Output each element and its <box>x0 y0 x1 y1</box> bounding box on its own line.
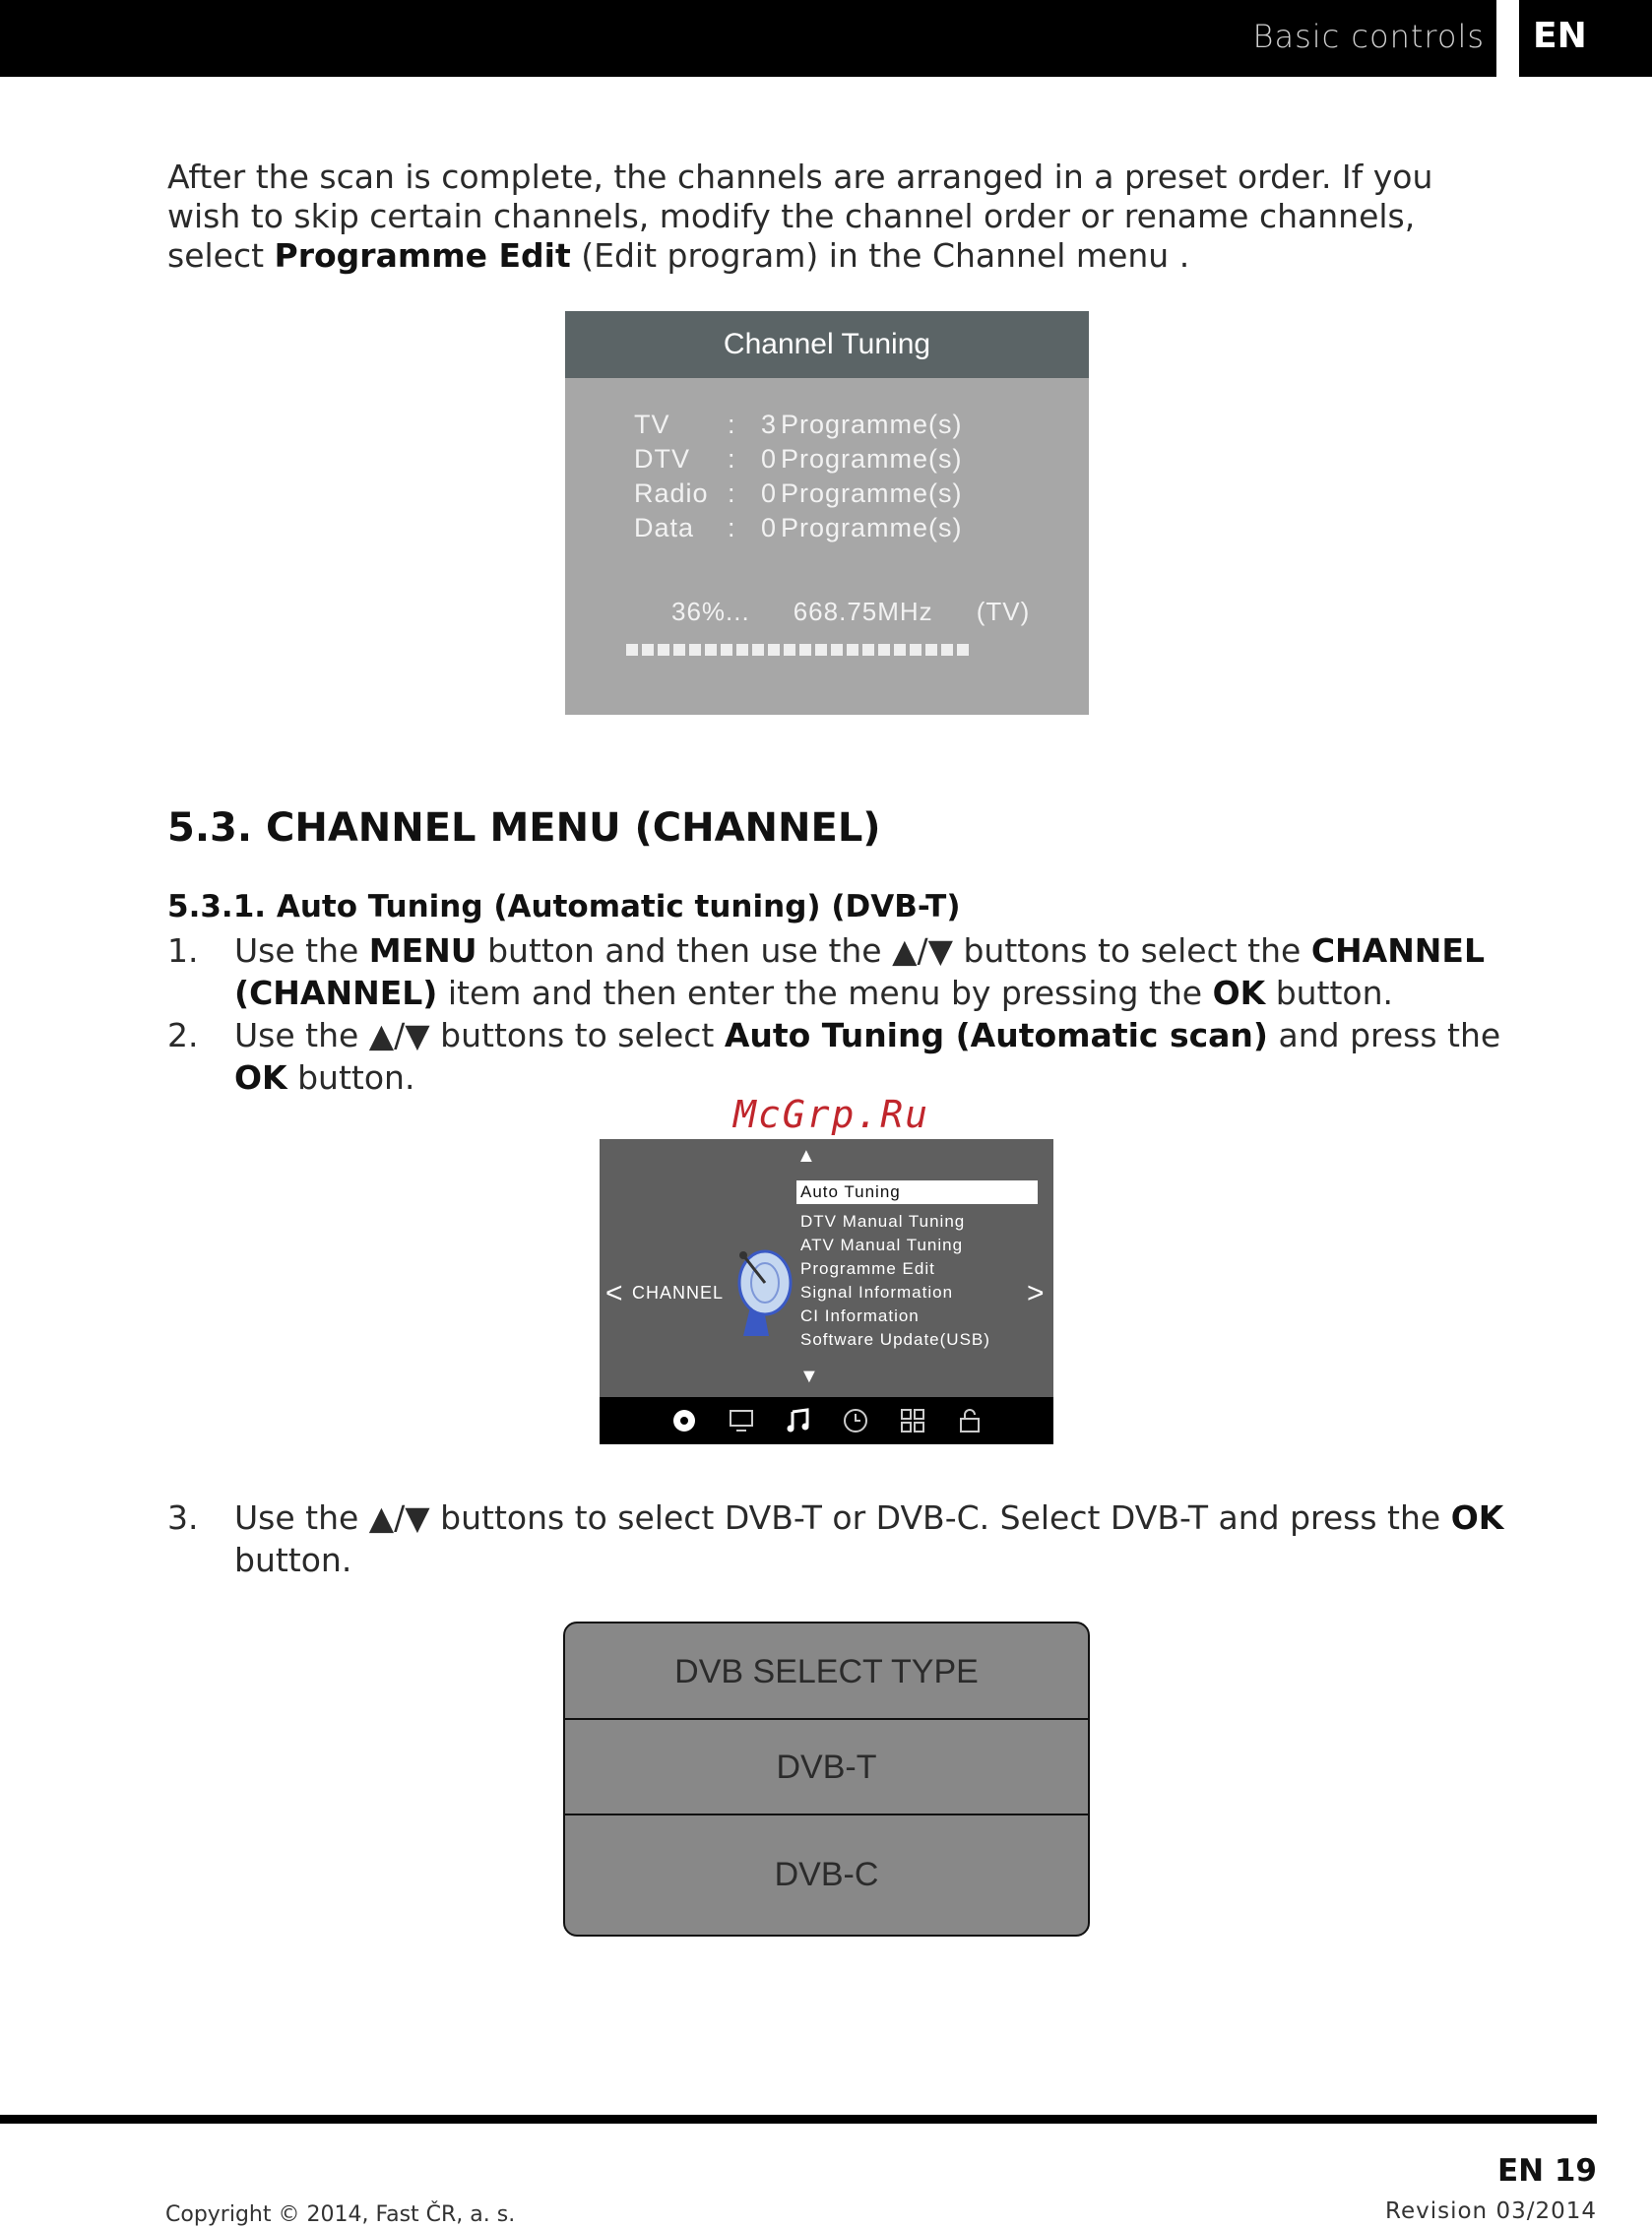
channel-tuning-screen <box>565 311 1089 715</box>
tuning-row <box>634 410 963 444</box>
progress-segment <box>925 644 937 656</box>
watermark: McGrp.Ru <box>733 1093 930 1136</box>
progress-segment <box>689 644 701 656</box>
progress-segment <box>815 644 827 656</box>
row-count: 0 <box>760 444 777 474</box>
progress-segment <box>784 644 795 656</box>
intro-text-end: (Edit program) in the Channel menu . <box>570 236 1190 275</box>
bold-text: OK <box>1450 1498 1504 1537</box>
text: button. <box>234 1541 352 1579</box>
tuning-row <box>634 478 963 513</box>
footer-divider <box>0 2115 1597 2124</box>
row-unit: Programme(s) <box>781 513 963 542</box>
progress-segment <box>752 644 764 656</box>
row-unit: Programme(s) <box>781 444 963 474</box>
row-label: TV <box>634 410 670 439</box>
header-section-title: Basic controls <box>1252 18 1485 55</box>
step-number: 2. <box>167 1016 199 1054</box>
music-icon[interactable] <box>784 1406 813 1435</box>
intro-paragraph <box>167 158 1506 276</box>
progress-segment <box>626 644 638 656</box>
section-heading: 5.3. CHANNEL MENU (CHANNEL) <box>167 805 881 851</box>
row-count: 0 <box>760 513 777 542</box>
channel-menu-label: CHANNEL <box>632 1283 725 1303</box>
channel-tuning-title: Channel Tuning <box>565 311 1089 378</box>
menu-item-atv-manual-tuning[interactable]: ATV Manual Tuning <box>800 1236 964 1254</box>
text: Use the ▲/▼ buttons to select DVB-T or DVB-C. Select DVB-T and press the <box>234 1498 1451 1537</box>
text: button and then use the ▲/▼ buttons to select the <box>477 931 1311 970</box>
row-colon: : <box>728 444 736 474</box>
channel-menu-list <box>796 1180 1038 1352</box>
menu-item-software-update[interactable]: Software Update(USB) <box>800 1330 990 1349</box>
progress-segment <box>642 644 654 656</box>
progress-segment <box>862 644 874 656</box>
arrow-right-icon: > <box>1027 1277 1045 1309</box>
subsection-heading: 5.3.1. Auto Tuning (Automatic tuning) (DVB-T) <box>167 889 961 924</box>
row-label: DTV <box>634 444 690 474</box>
dvb-option-dvb-c[interactable]: DVB-C <box>774 1856 879 1893</box>
lock-icon[interactable] <box>955 1406 985 1435</box>
monitor-icon[interactable] <box>727 1406 756 1435</box>
page-number: EN 19 <box>1496 2153 1597 2189</box>
text: Use the ▲/▼ buttons to select <box>234 1016 725 1054</box>
bold-text: OK <box>234 1058 287 1097</box>
copyright: Copyright © 2014, Fast ČR, a. s. <box>165 2202 516 2227</box>
grid-icon[interactable] <box>898 1406 927 1435</box>
tuning-frequency: 668.75MHz <box>793 597 933 626</box>
channel-menu-footer <box>600 1397 1053 1444</box>
row-colon: : <box>728 410 736 439</box>
intro-text: After the scan is complete, the channels are arranged in a preset order. If you wish to skip certain channels, modify the channel order or rename channels, select <box>167 158 1433 275</box>
text: item and then enter the menu by pressing the <box>437 974 1213 1012</box>
row-count: 3 <box>760 410 777 439</box>
progress-segment <box>831 644 843 656</box>
arrow-down-icon: ▼ <box>799 1366 819 1387</box>
progress-segment <box>941 644 953 656</box>
menu-item-auto-tuning[interactable]: Auto Tuning <box>796 1180 1038 1204</box>
text: Use the <box>234 931 369 970</box>
progress-segment <box>910 644 921 656</box>
bold-text: CHANNEL (CHANNEL) <box>234 931 1485 1012</box>
row-unit: Programme(s) <box>781 410 963 439</box>
header-language-badge: EN <box>1519 0 1652 77</box>
step-number: 3. <box>167 1498 199 1537</box>
step-text <box>234 1014 1506 1099</box>
row-colon: : <box>728 513 736 542</box>
progress-segment <box>673 644 685 656</box>
arrow-up-icon: ▲ <box>796 1145 816 1167</box>
satellite-dish-icon <box>724 1245 793 1336</box>
step-text <box>234 1496 1506 1581</box>
step-3 <box>167 1496 1506 1581</box>
arrow-left-icon: < <box>605 1277 623 1309</box>
menu-item-programme-edit[interactable]: Programme Edit <box>800 1259 935 1278</box>
tuning-mode: (TV) <box>976 597 1031 626</box>
row-label: Radio <box>634 478 709 508</box>
tuning-progress-text: 36%... <box>671 597 750 626</box>
revision: Revision 03/2014 <box>1385 2198 1597 2224</box>
tuning-row <box>634 444 963 478</box>
channel-menu-screen <box>600 1139 1053 1444</box>
step-text <box>234 929 1506 1014</box>
progress-segment <box>736 644 748 656</box>
progress-segment <box>847 644 858 656</box>
bold-text: Auto Tuning (Automatic scan) <box>724 1016 1268 1054</box>
progress-segment <box>894 644 906 656</box>
bold-text: MENU <box>368 931 477 970</box>
tuning-status <box>671 597 1073 627</box>
text: button. <box>1265 974 1394 1012</box>
bold-text: OK <box>1212 974 1266 1012</box>
progress-segment <box>957 644 969 656</box>
tuning-progress-bar <box>626 644 969 656</box>
channel-tuning-rows <box>634 410 963 547</box>
menu-item-ci-information[interactable]: CI Information <box>800 1306 920 1325</box>
progress-segment <box>705 644 717 656</box>
clock-icon[interactable] <box>841 1406 870 1435</box>
row-unit: Programme(s) <box>781 478 963 508</box>
progress-segment <box>658 644 669 656</box>
dvb-option-dvb-t[interactable]: DVB-T <box>565 1720 1088 1815</box>
progress-segment <box>768 644 780 656</box>
text: and press the <box>1268 1016 1501 1054</box>
menu-item-dtv-manual-tuning[interactable]: DTV Manual Tuning <box>800 1212 966 1231</box>
text: button. <box>286 1058 415 1097</box>
row-colon: : <box>728 478 736 508</box>
tuning-row <box>634 513 963 547</box>
intro-bold: Programme Edit <box>274 236 571 275</box>
step-1 <box>167 929 1506 1014</box>
row-label: Data <box>634 513 695 542</box>
row-count: 0 <box>760 478 777 508</box>
menu-item-signal-information[interactable]: Signal Information <box>800 1283 954 1302</box>
step-2 <box>167 1014 1506 1099</box>
progress-segment <box>721 644 732 656</box>
gear-icon[interactable] <box>669 1406 699 1435</box>
dvb-select-dialog <box>563 1622 1090 1937</box>
dvb-select-title: DVB SELECT TYPE <box>565 1623 1088 1720</box>
progress-segment <box>799 644 811 656</box>
progress-segment <box>878 644 890 656</box>
step-number: 1. <box>167 931 199 970</box>
